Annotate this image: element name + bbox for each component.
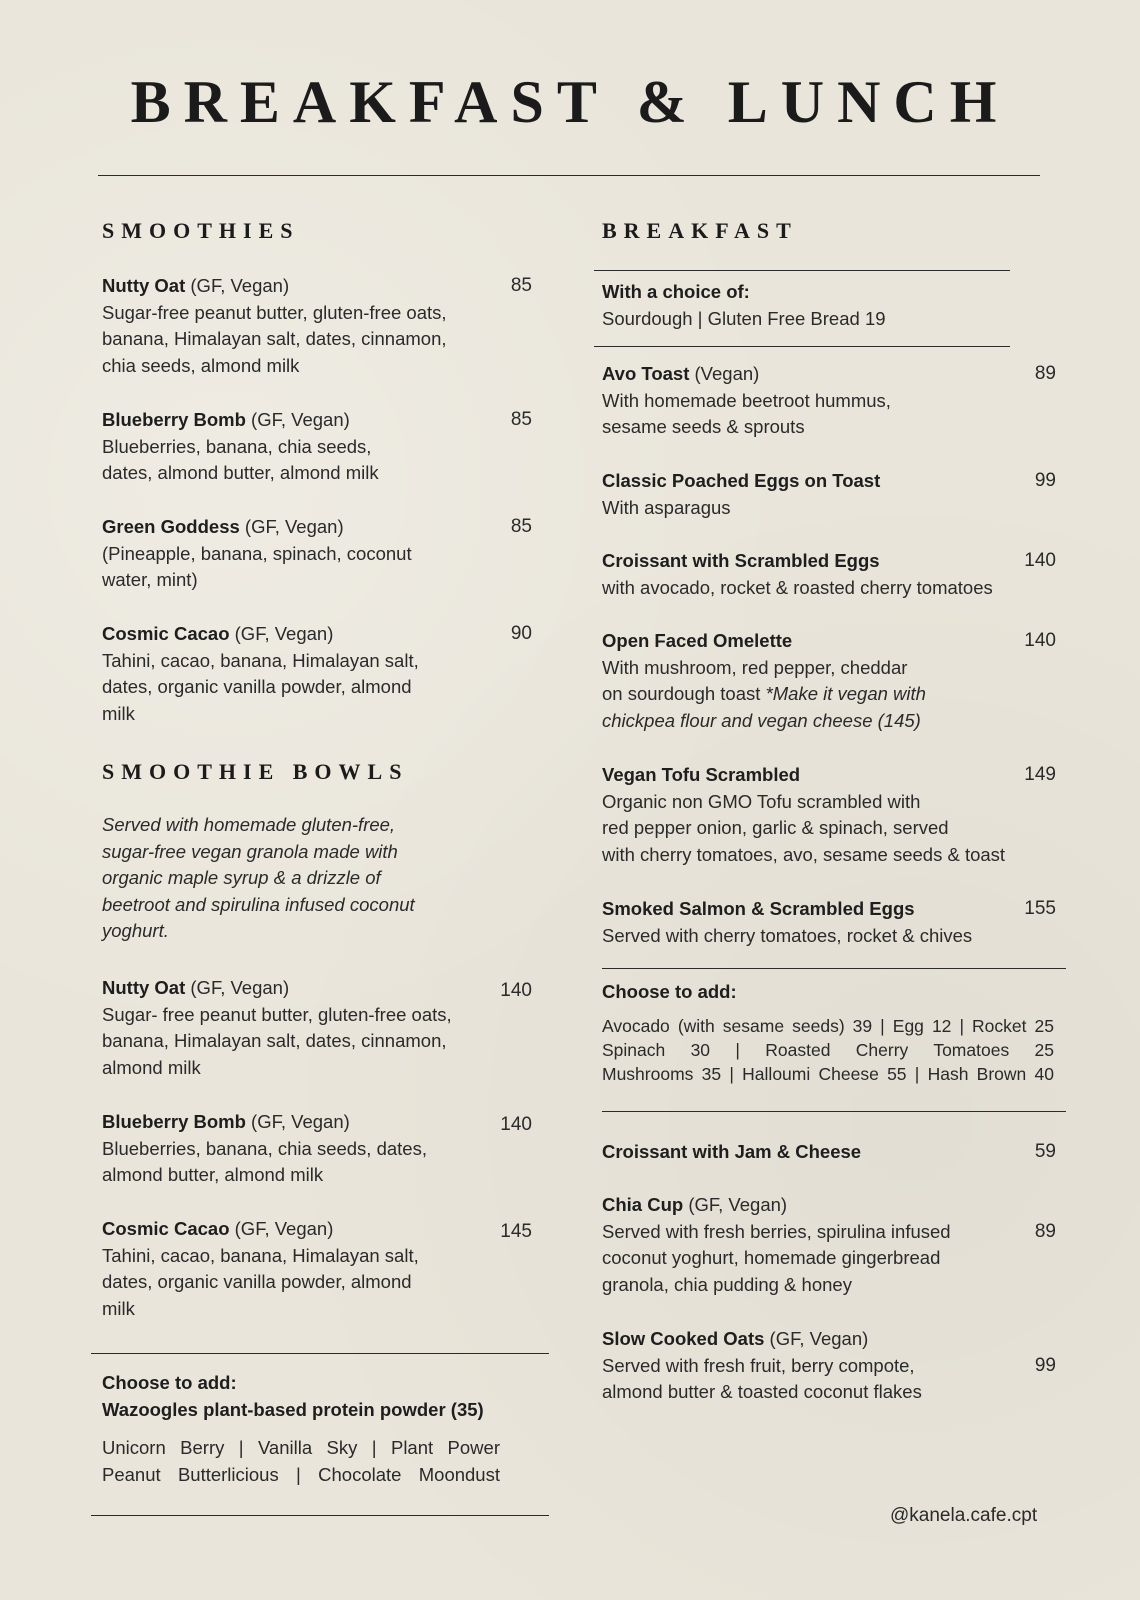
item-price: 90 <box>510 623 532 644</box>
item-desc: With homemade beetroot hummus, <box>602 389 891 411</box>
menu-item <box>102 621 419 727</box>
note-line: sugar-free vegan granola made with <box>102 840 398 862</box>
item-desc: water, mint) <box>102 569 198 590</box>
breakfast-heading: BREAKFAST <box>602 218 798 243</box>
menu-item <box>102 975 452 1081</box>
item-name: Open Faced Omelette <box>602 630 793 651</box>
item-desc-italic: *Make it vegan with <box>765 683 926 704</box>
item-price: 140 <box>500 1114 532 1135</box>
smoothie-bowls-heading: SMOOTHIE BOWLS <box>102 759 409 784</box>
addons-line: Mushrooms 35 | Halloumi Cheese 55 | Hash Brown 40 <box>602 1063 1054 1084</box>
item-name: Smoked Salmon & Scrambled Eggs <box>602 898 915 919</box>
item-desc: with avocado, rocket & roasted cherry tomatoes <box>602 576 993 598</box>
addons-label: Choose to add: <box>102 1372 237 1393</box>
item-name: Nutty Oat <box>102 275 186 296</box>
note-line: beetroot and spirulina infused coconut <box>102 893 415 915</box>
bowls-addons <box>102 1370 500 1488</box>
menu-item <box>602 468 880 521</box>
breakfast-divider-1 <box>594 270 1010 271</box>
item-name: Cosmic Cacao <box>102 1218 230 1239</box>
item-price: 155 <box>1024 898 1056 919</box>
addons-line: Avocado (with sesame seeds) 39 | Egg 12 | Rocket 25 <box>602 1015 1054 1036</box>
bread-label: With a choice of: <box>602 281 750 302</box>
menu-item <box>102 273 447 379</box>
addons-flavors-line: Peanut Butterlicious | Chocolate Moondust <box>102 1463 500 1485</box>
menu-item <box>602 1192 951 1298</box>
menu-item <box>602 1139 861 1166</box>
item-price: 89 <box>1034 363 1056 384</box>
menu-item <box>602 1326 922 1406</box>
item-desc: almond milk <box>102 1056 201 1078</box>
item-name: Vegan Tofu Scrambled <box>602 764 801 785</box>
item-price: 140 <box>500 980 532 1001</box>
item-name: Green Goddess <box>102 516 240 537</box>
item-tag: (GF, Vegan) <box>229 623 334 644</box>
item-desc: almond butter & toasted coconut flakes <box>602 1381 922 1402</box>
item-tag: (GF, Vegan) <box>185 977 290 998</box>
menu-item <box>102 407 379 487</box>
addons-flavors-line: Unicorn Berry | Vanilla Sky | Plant Power <box>102 1437 500 1458</box>
item-tag: (GF, Vegan) <box>245 409 350 430</box>
item-desc: with cherry tomatoes, avo, sesame seeds & toast <box>602 843 1006 865</box>
item-desc: banana, Himalayan salt, dates, cinnamon, <box>102 328 447 349</box>
item-name: Classic Poached Eggs on Toast <box>602 470 881 491</box>
bowls-addons-divider-top <box>91 1353 549 1354</box>
item-desc: Tahini, cacao, banana, Himalayan salt, <box>102 649 419 671</box>
addons-protein: Wazoogles plant-based protein powder (35) <box>102 1398 484 1420</box>
item-price: 59 <box>1034 1141 1056 1162</box>
bowls-addons-divider-bottom <box>91 1515 549 1516</box>
item-desc: red pepper onion, garlic & spinach, served <box>602 817 949 838</box>
item-desc: dates, almond butter, almond milk <box>102 462 379 483</box>
item-desc: With mushroom, red pepper, cheddar <box>602 656 908 678</box>
menu-item <box>602 628 926 734</box>
menu-item <box>602 548 993 601</box>
item-tag: (GF, Vegan) <box>764 1328 869 1349</box>
item-desc: Served with fresh fruit, berry compote, <box>602 1354 915 1376</box>
item-desc: Served with fresh berries, spirulina infused <box>602 1220 951 1242</box>
item-desc-italic: chickpea flour and vegan cheese (145) <box>602 709 921 731</box>
menu-item <box>102 1109 427 1189</box>
item-desc: Blueberries, banana, chia seeds, <box>102 435 372 457</box>
item-desc: Blueberries, banana, chia seeds, dates, <box>102 1137 427 1159</box>
item-name: Blueberry Bomb <box>102 409 246 430</box>
note-line: organic maple syrup & a drizzle of <box>102 867 381 888</box>
breakfast-addons-divider-bottom <box>602 1111 1066 1112</box>
item-name: Croissant with Scrambled Eggs <box>602 550 880 571</box>
item-name: Blueberry Bomb <box>102 1111 246 1132</box>
menu-item <box>602 896 972 949</box>
item-price: 89 <box>1034 1221 1056 1242</box>
menu-title: BREAKFAST & LUNCH <box>130 69 1010 135</box>
item-desc: chia seeds, almond milk <box>102 354 300 376</box>
instagram-handle: @kanela.cafe.cpt <box>890 1505 1038 1526</box>
item-name: Cosmic Cacao <box>102 623 230 644</box>
menu-item <box>602 361 891 441</box>
note-line: Served with homemade gluten-free, <box>102 814 396 835</box>
item-price: 85 <box>510 516 532 537</box>
menu-item <box>102 1216 419 1322</box>
menu-item <box>102 514 412 594</box>
item-tag: (GF, Vegan) <box>239 516 344 537</box>
item-tag: (GF, Vegan) <box>185 275 290 296</box>
item-desc: Tahini, cacao, banana, Himalayan salt, <box>102 1244 419 1266</box>
smoothies-heading: SMOOTHIES <box>102 218 300 243</box>
item-desc: (Pineapple, banana, spinach, coconut <box>102 542 412 564</box>
item-price: 85 <box>510 275 532 296</box>
item-tag: (GF, Vegan) <box>245 1111 350 1132</box>
item-desc: milk <box>102 702 135 724</box>
item-price: 140 <box>1024 630 1056 651</box>
breakfast-addons-divider-top <box>602 968 1066 969</box>
item-desc: Sugar- free peanut butter, gluten-free oats, <box>102 1003 452 1025</box>
item-name: Avo Toast <box>602 363 690 384</box>
item-tag: (GF, Vegan) <box>229 1218 334 1239</box>
item-price: 149 <box>1024 764 1056 785</box>
item-price: 85 <box>510 409 532 430</box>
title-divider <box>98 175 1040 176</box>
item-desc: Organic non GMO Tofu scrambled with <box>602 790 921 812</box>
item-name: Nutty Oat <box>102 977 186 998</box>
breakfast-divider-2 <box>594 346 1010 347</box>
item-price: 99 <box>1034 470 1056 491</box>
addons-line: Spinach 30 | Roasted Cherry Tomatoes 25 <box>602 1039 1054 1060</box>
item-name: Slow Cooked Oats <box>602 1328 765 1349</box>
item-desc: sesame seeds & sprouts <box>602 416 805 437</box>
note-line: yoghurt. <box>102 920 169 941</box>
bread-choice <box>602 279 886 332</box>
bread-options: Sourdough | Gluten Free Bread 19 <box>602 307 886 329</box>
item-desc: banana, Himalayan salt, dates, cinnamon, <box>102 1030 447 1051</box>
breakfast-addons <box>602 979 1054 1086</box>
item-desc: granola, chia pudding & honey <box>602 1273 852 1295</box>
item-desc: milk <box>102 1297 135 1319</box>
addons-label: Choose to add: <box>602 981 737 1002</box>
item-desc: coconut yoghurt, homemade gingerbread <box>602 1247 941 1268</box>
item-tag: (Vegan) <box>689 363 760 384</box>
item-desc: almond butter, almond milk <box>102 1164 324 1185</box>
smoothie-bowls-note <box>102 812 415 945</box>
item-desc: Sugar-free peanut butter, gluten-free oats, <box>102 301 447 323</box>
menu-item <box>602 762 1005 868</box>
item-desc: dates, organic vanilla powder, almond <box>102 1271 412 1292</box>
item-name: Chia Cup <box>602 1194 684 1215</box>
item-name: Croissant with Jam & Cheese <box>602 1141 862 1162</box>
item-price: 145 <box>500 1221 532 1242</box>
item-desc: Served with cherry tomatoes, rocket & chives <box>602 924 973 946</box>
item-desc: on sourdough toast <box>602 683 766 704</box>
item-desc: dates, organic vanilla powder, almond <box>102 676 412 697</box>
item-desc: With asparagus <box>602 496 731 518</box>
item-price: 140 <box>1024 550 1056 571</box>
item-price: 99 <box>1034 1355 1056 1376</box>
item-tag: (GF, Vegan) <box>683 1194 788 1215</box>
